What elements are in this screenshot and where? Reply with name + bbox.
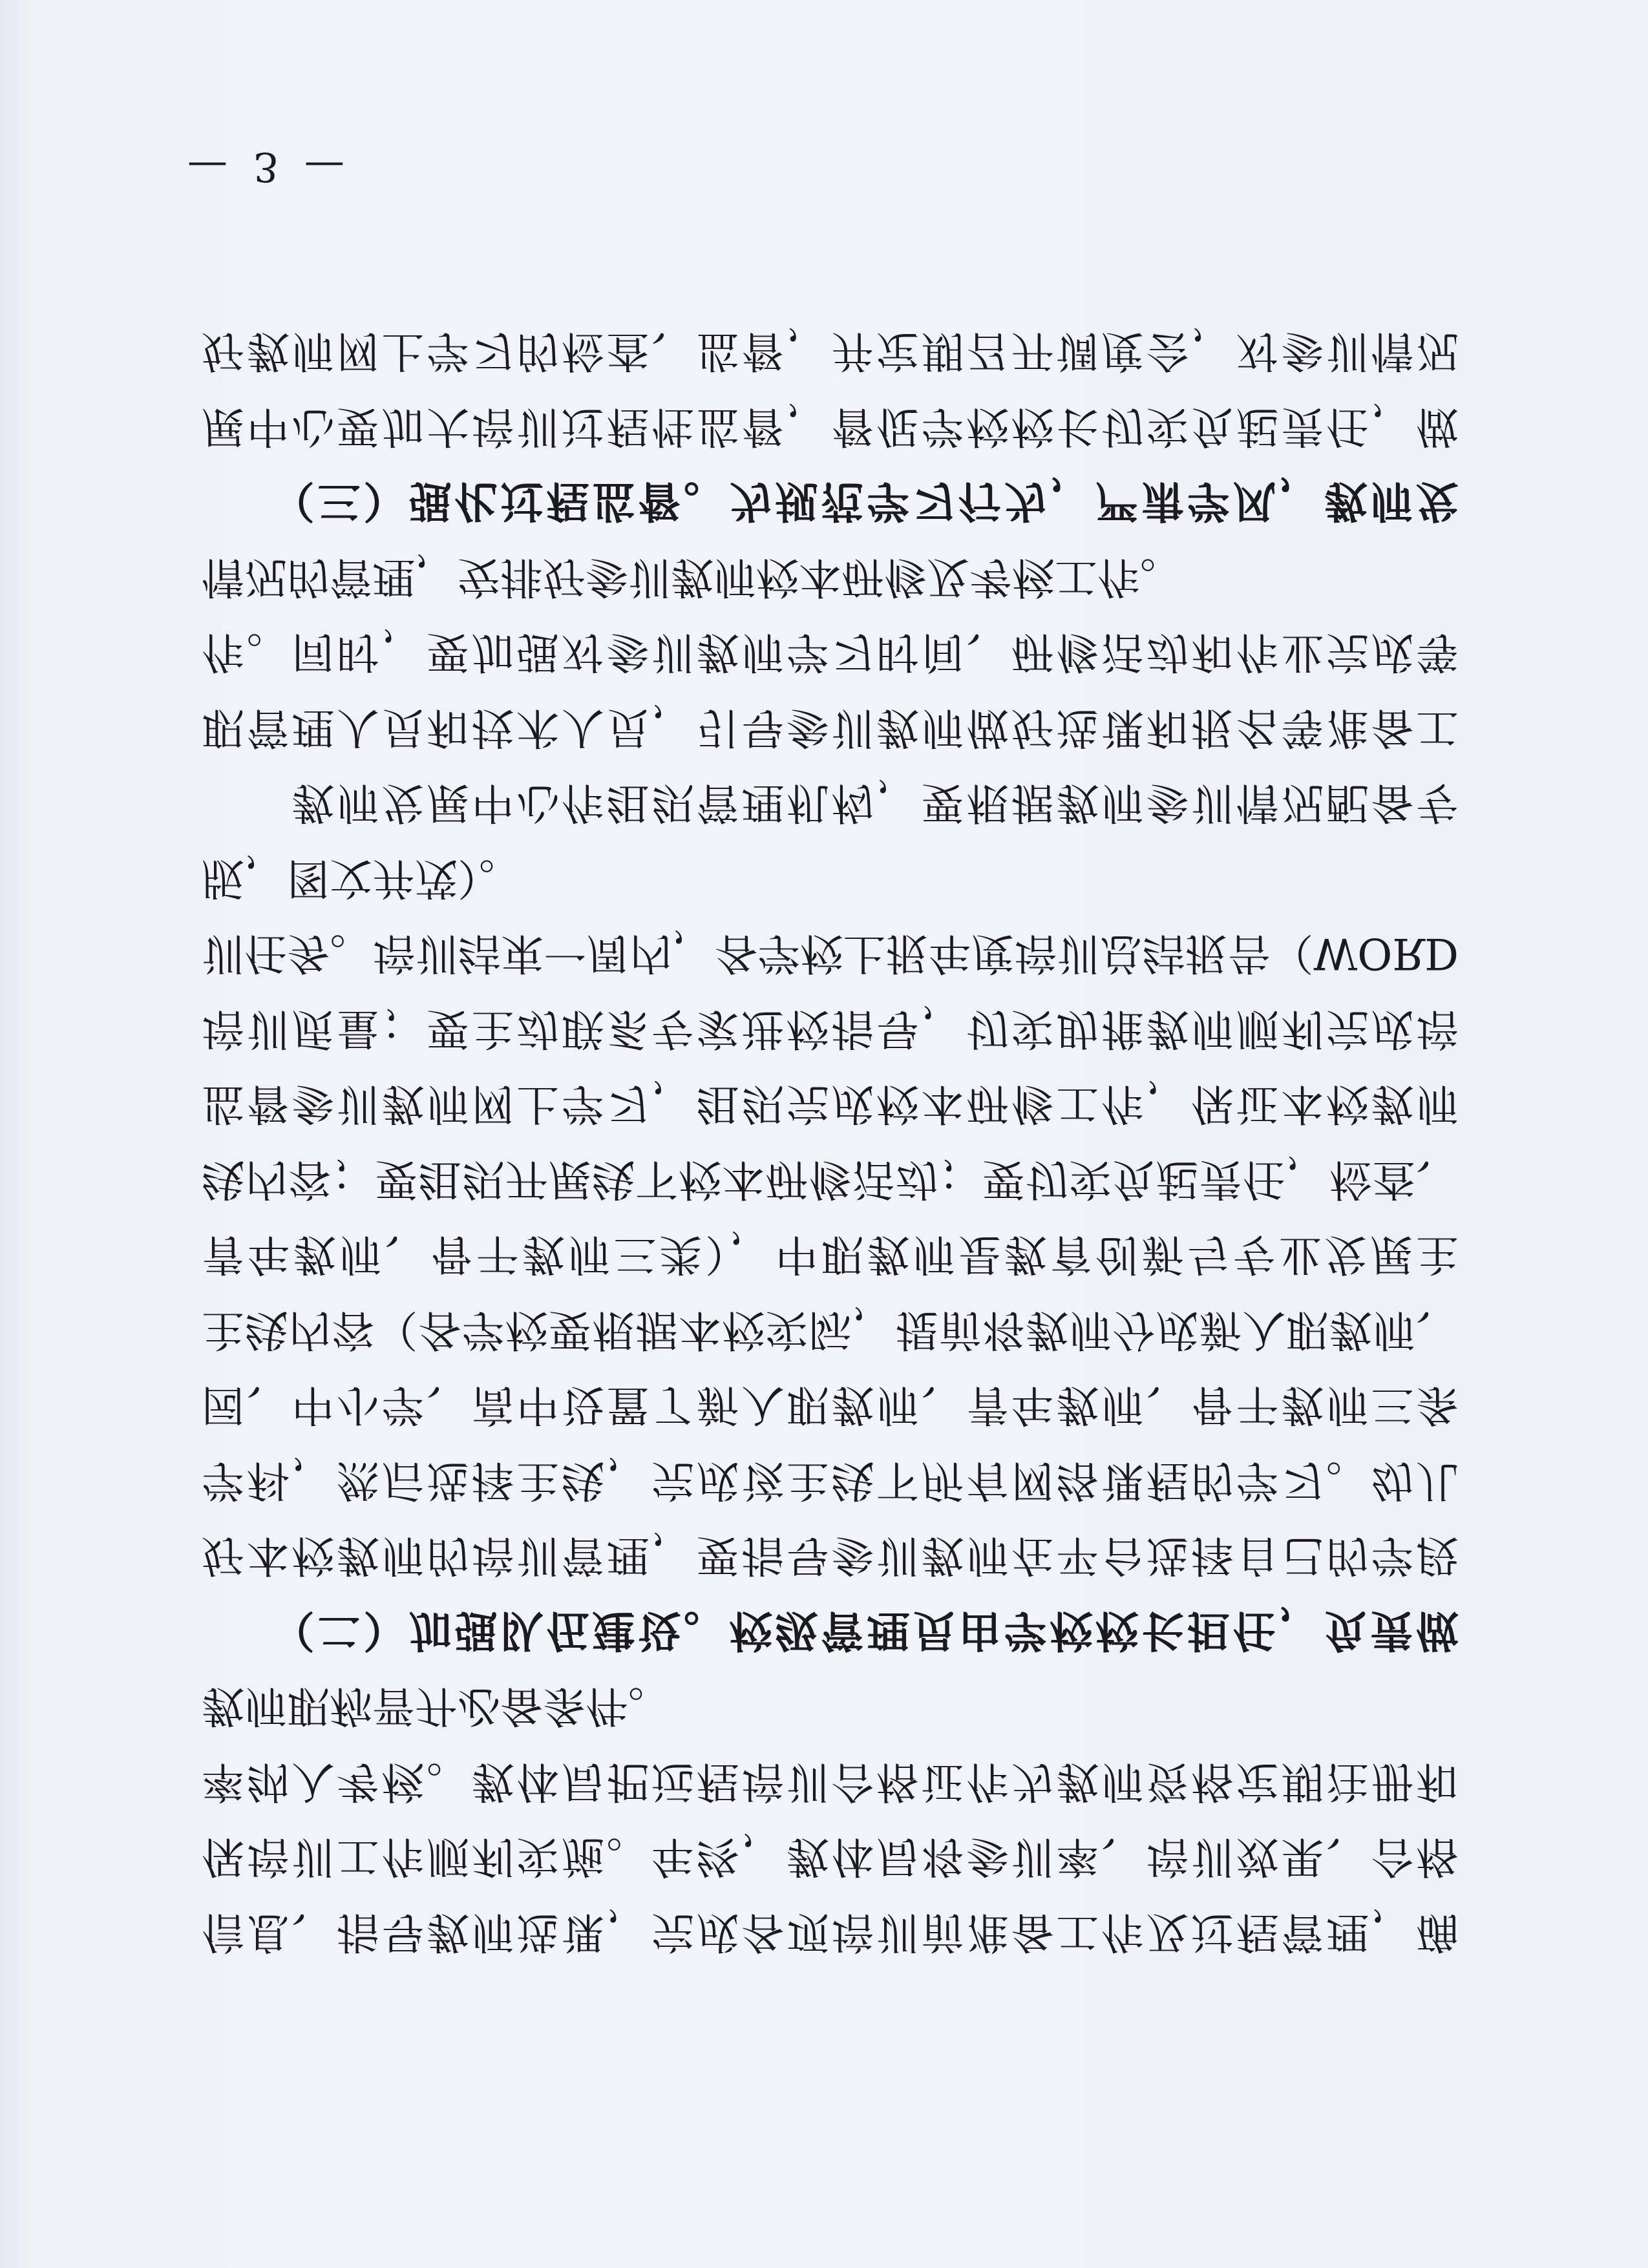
text-line: 作。同时，要加强对参训教师学习时间、研修活动和作业完成等: [202, 627, 1459, 678]
text-line: 展中心要加大培训过程性监督，督促学校校长切实负起责任，做: [202, 402, 1459, 452]
text-line: 学科，然后选择主线，完成该主线下所有网络课程的学习。幼儿: [202, 1456, 1459, 1506]
text-line: 主线内容（各学校要根据本校实际，提前将教师分成新入职教师、: [202, 1305, 1459, 1355]
text-line: 培训质量；要主动联系专家进校指导，切实助推教师顺利完成培: [202, 1004, 1459, 1054]
body-text: [202, 313, 1459, 1969]
text-line: 教师职称晋升必备条件。: [202, 1681, 671, 1732]
text-line: 青年教师、骨干教师三类），中职教师是教育创新与专业发展主: [202, 1230, 1459, 1280]
text-line: 率纳入考核。教体局把远程培训合格证作为教师资格定期注册和: [202, 1757, 1459, 1807]
text-line: 训任务。培训结束一周内，各学校上报年度培训总结报告（WORD: [202, 929, 1459, 979]
text-line: 信息、指导教师选课，完成各项培训前准备工作及过程管理，确: [202, 1907, 1459, 1957]
text-line: 情况的管理，安排好参训教师校本研修及考核工作。: [202, 552, 1183, 602]
page-number: — 3 —: [187, 143, 351, 191]
text-line: 好本校教师的培训管理，要指导参训教师在平台选择自己的学段: [202, 1531, 1459, 1581]
text-line: 保培训工作顺利实施。年终，教体局将参训率、培训效果、合格: [202, 1832, 1459, 1882]
text-line: 园、中小学、高中设置了新入职教师、青年教师、骨干教师三条: [202, 1380, 1459, 1431]
text-line: （三）强化过程监督。为规范学习行为，严肃学风，教师发: [202, 476, 1459, 527]
text-line: 好教师网上学习的检查、监督，并定期召开调度会，对参训情况: [202, 326, 1459, 377]
text-line: （二）加强队伍建设。校级管理员由学校校长担任，负责做: [202, 1606, 1459, 1656]
text-line: 线内容；要组织开展线下校本研修活动；要切实负起责任，检查、: [202, 1155, 1459, 1204]
text-line: 职管理人员和技术人员，引导参训教师做好选课和报名等准备工: [202, 703, 1459, 753]
text-line: 教师发展中心作组织管理机构，要根据教师参训情况配备专: [202, 778, 1459, 828]
text-line: 监督参训教师网上学习，组织完成校本研修工作，保证本校教师: [202, 1079, 1459, 1129]
text-line: 版，图文并茂）。: [202, 854, 522, 903]
